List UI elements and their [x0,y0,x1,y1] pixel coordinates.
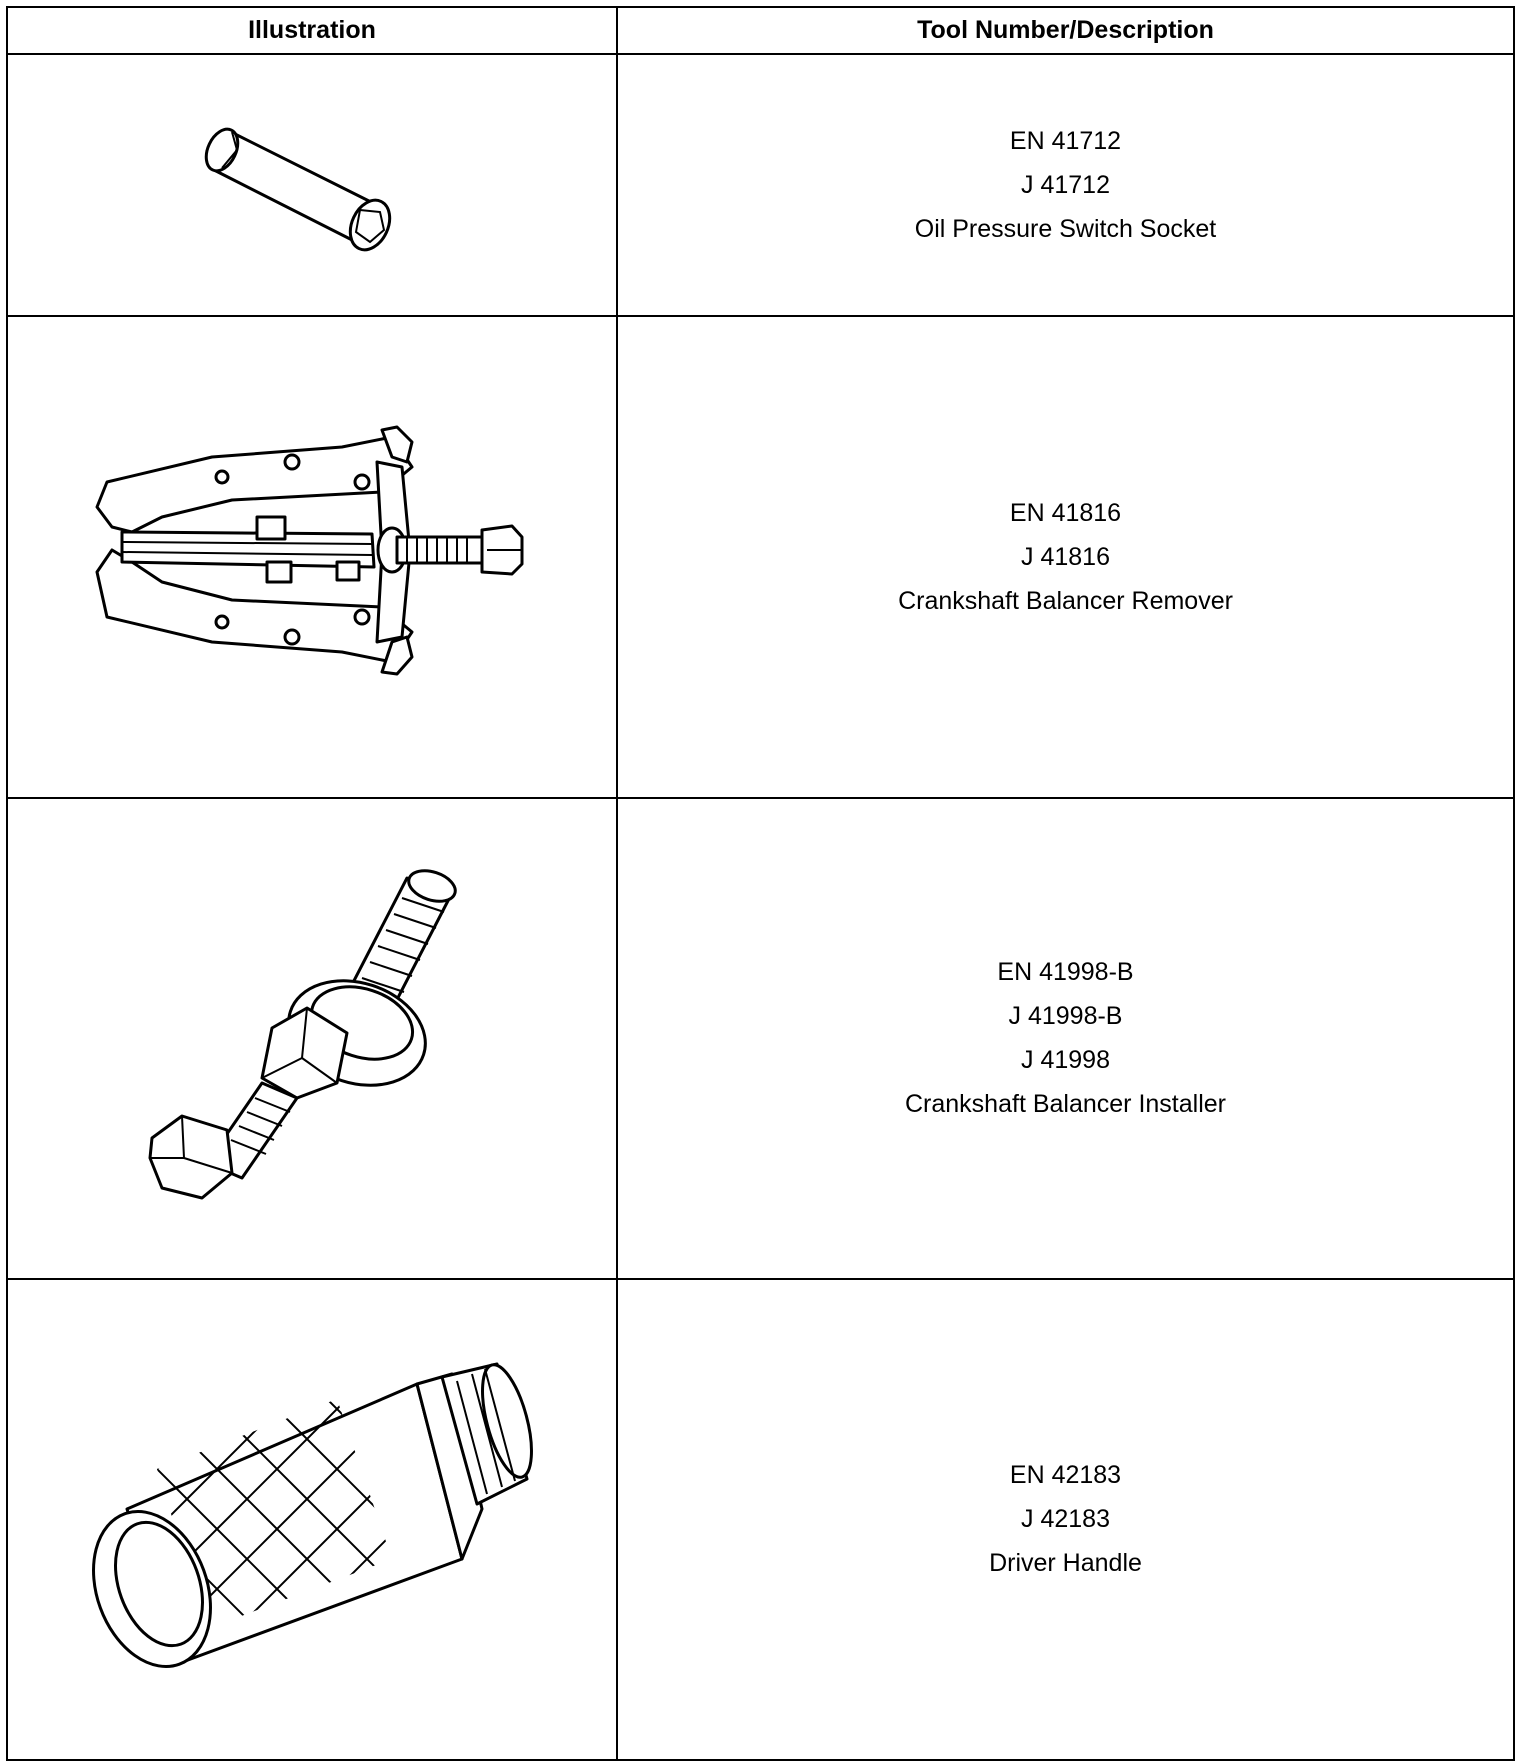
tool-number-en: EN 42183 [1009,1461,1122,1490]
table-row [7,798,1514,1279]
header-tool-number-description: Tool Number/Description [617,7,1514,54]
illustration-cell [7,54,617,316]
table-row [7,316,1514,797]
driver-handle-icon [87,1359,537,1679]
tool-number-j: J 41998 [1021,1046,1110,1075]
tool-number-j: J 41712 [1021,171,1110,200]
tool-number-en: EN 41712 [1009,127,1122,156]
special-tools-table [6,6,1515,1761]
tool-description: Crankshaft Balancer Installer [905,1090,1226,1119]
table-row [7,1279,1514,1760]
illustration-cell [7,1279,617,1760]
oil-pressure-switch-socket-icon [192,110,432,260]
tool-description: Driver Handle [989,1549,1142,1578]
crankshaft-balancer-installer-icon [122,848,502,1228]
tool-number-en: EN 41816 [1009,498,1122,527]
tool-description-cell [617,316,1514,797]
tool-number-j-b: J 41998-B [1008,1002,1123,1031]
crankshaft-balancer-remover-icon [92,422,532,692]
tool-number-en: EN 41998-B [997,958,1134,987]
tool-description-cell [617,54,1514,316]
tool-description: Oil Pressure Switch Socket [914,215,1217,244]
tool-description-cell [617,798,1514,1279]
table-row [7,54,1514,316]
tool-number-j: J 41816 [1021,542,1110,571]
table-header-row [7,7,1514,54]
illustration-cell [7,316,617,797]
header-illustration: Illustration [7,7,617,54]
tool-number-j: J 42183 [1021,1505,1110,1534]
tool-description-cell [617,1279,1514,1760]
tool-description: Crankshaft Balancer Remover [898,586,1233,615]
illustration-cell [7,798,617,1279]
